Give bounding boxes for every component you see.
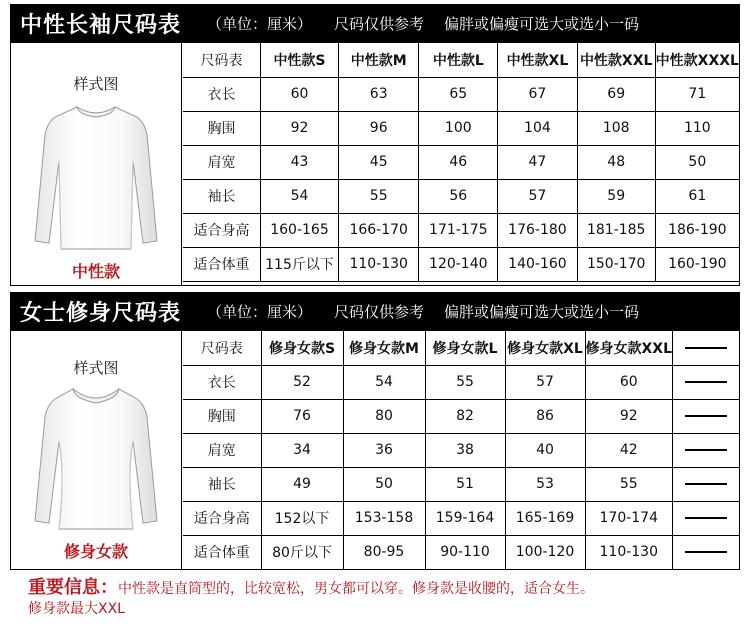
table-cell: 51 bbox=[425, 467, 505, 501]
unisex-style-column bbox=[11, 43, 182, 285]
empty-cell bbox=[673, 365, 739, 399]
table-cell: 71 bbox=[655, 77, 739, 111]
unisex-header-cell: 中性款S bbox=[261, 43, 339, 77]
table-cell: 176-180 bbox=[498, 213, 578, 247]
table-row bbox=[183, 247, 739, 281]
table-row bbox=[183, 535, 739, 569]
table-cell: 38 bbox=[425, 433, 505, 467]
table-cell: 52 bbox=[261, 365, 343, 399]
table-cell: 120-140 bbox=[419, 247, 498, 281]
table-cell: 61 bbox=[655, 179, 739, 213]
table-row bbox=[183, 77, 739, 111]
table-cell: 57 bbox=[505, 365, 585, 399]
table-cell: 140-160 bbox=[498, 247, 578, 281]
empty-cell bbox=[673, 433, 739, 467]
table-cell: 54 bbox=[343, 365, 425, 399]
table-cell: 57 bbox=[498, 179, 578, 213]
table-row bbox=[183, 467, 739, 501]
row-label: 袖长 bbox=[183, 179, 261, 213]
table-cell: 100-120 bbox=[505, 535, 585, 569]
important-note bbox=[28, 578, 740, 619]
table-cell: 46 bbox=[419, 145, 498, 179]
table-cell: 152以下 bbox=[261, 501, 343, 535]
table-cell: 115斤以下 bbox=[261, 247, 339, 281]
table-cell: 55 bbox=[338, 179, 419, 213]
row-label: 适合身高 bbox=[183, 213, 261, 247]
dash-placeholder bbox=[685, 551, 727, 553]
empty-cell bbox=[673, 535, 739, 569]
table-row bbox=[183, 179, 739, 213]
table-cell: 50 bbox=[343, 467, 425, 501]
table-cell: 43 bbox=[261, 145, 339, 179]
table-cell: 34 bbox=[261, 433, 343, 467]
unisex-advice: 偏胖或偏瘦可选大或选小一码 bbox=[444, 14, 640, 33]
dash-placeholder bbox=[685, 483, 727, 485]
women-header-cell: 尺码表 bbox=[183, 331, 261, 365]
empty-cell bbox=[673, 399, 739, 433]
row-label: 胸围 bbox=[183, 399, 261, 433]
table-cell: 69 bbox=[577, 77, 655, 111]
women-header-cell: 修身女款XXL bbox=[585, 331, 673, 365]
table-cell: 153-158 bbox=[343, 501, 425, 535]
table-cell: 159-164 bbox=[425, 501, 505, 535]
table-cell: 42 bbox=[585, 433, 673, 467]
table-cell: 108 bbox=[577, 111, 655, 145]
row-label: 肩宽 bbox=[183, 433, 261, 467]
table-row bbox=[183, 433, 739, 467]
table-cell: 181-185 bbox=[577, 213, 655, 247]
row-label: 适合体重 bbox=[183, 247, 261, 281]
unisex-header-cell: 尺码表 bbox=[183, 43, 261, 77]
table-cell: 48 bbox=[577, 145, 655, 179]
table-cell: 80斤以下 bbox=[261, 535, 343, 569]
table-cell: 92 bbox=[585, 399, 673, 433]
dash-placeholder bbox=[685, 449, 727, 451]
unisex-header-cell: 中性款XXXL bbox=[655, 43, 739, 77]
empty-cell bbox=[673, 501, 739, 535]
row-label: 衣长 bbox=[183, 77, 261, 111]
table-cell: 47 bbox=[498, 145, 578, 179]
table-row bbox=[183, 213, 739, 247]
table-cell: 54 bbox=[261, 179, 339, 213]
table-cell: 82 bbox=[425, 399, 505, 433]
women-unit: （单位：厘米） bbox=[207, 302, 313, 321]
women-header-cell: 修身女款S bbox=[261, 331, 343, 365]
table-cell: 49 bbox=[261, 467, 343, 501]
table-cell: 59 bbox=[577, 179, 655, 213]
table-cell: 55 bbox=[585, 467, 673, 501]
table-cell: 92 bbox=[261, 111, 339, 145]
table-cell: 67 bbox=[498, 77, 578, 111]
table-cell: 80 bbox=[343, 399, 425, 433]
unisex-header bbox=[10, 4, 740, 42]
table-cell: 165-169 bbox=[505, 501, 585, 535]
unisex-style-label: 样式图 bbox=[73, 75, 119, 93]
table-row bbox=[183, 111, 739, 145]
table-cell: 50 bbox=[655, 145, 739, 179]
table-cell: 86 bbox=[505, 399, 585, 433]
table-cell: 170-174 bbox=[585, 501, 673, 535]
table-cell: 90-110 bbox=[425, 535, 505, 569]
unisex-style-name: 中性款 bbox=[71, 262, 120, 281]
table-cell: 96 bbox=[338, 111, 419, 145]
table-cell: 60 bbox=[261, 77, 339, 111]
table-cell: 40 bbox=[505, 433, 585, 467]
table-cell: 56 bbox=[419, 179, 498, 213]
women-header-cell: 修身女款M bbox=[343, 331, 425, 365]
note-lead: 重要信息： bbox=[28, 577, 118, 598]
unisex-title: 中性长袖尺码表 bbox=[20, 12, 182, 38]
table-cell: 186-190 bbox=[655, 213, 739, 247]
women-style-name: 修身女款 bbox=[63, 542, 128, 561]
unisex-unit: （单位：厘米） bbox=[207, 14, 313, 33]
unisex-header-cell: 中性款L bbox=[419, 43, 498, 77]
women-header-cell: 修身女款L bbox=[425, 331, 505, 365]
unisex-header-row bbox=[183, 43, 739, 77]
table-cell: 36 bbox=[343, 433, 425, 467]
unisex-header-cell: 中性款XL bbox=[498, 43, 578, 77]
women-header-cell: 修身女款XL bbox=[505, 331, 585, 365]
table-cell: 53 bbox=[505, 467, 585, 501]
note-text-2: 修身款最大XXL bbox=[28, 601, 125, 617]
empty-cell bbox=[673, 331, 739, 365]
table-cell: 80-95 bbox=[343, 535, 425, 569]
table-cell: 110-130 bbox=[338, 247, 419, 281]
unisex-ref: 尺码仅供参考 bbox=[334, 14, 425, 33]
table-cell: 45 bbox=[338, 145, 419, 179]
unisex-shirt-image bbox=[33, 101, 159, 253]
note-text: 中性款是直筒型的，比较宽松，男女都可以穿。修身款是收腰的，适合女生。 bbox=[118, 581, 594, 597]
dash-placeholder bbox=[685, 347, 727, 349]
table-cell: 76 bbox=[261, 399, 343, 433]
dash-placeholder bbox=[685, 517, 727, 519]
row-label: 胸围 bbox=[183, 111, 261, 145]
table-cell: 160-190 bbox=[655, 247, 739, 281]
unisex-header-cell: 中性款XXL bbox=[577, 43, 655, 77]
row-label: 袖长 bbox=[183, 467, 261, 501]
table-cell: 110-130 bbox=[585, 535, 673, 569]
table-cell: 63 bbox=[338, 77, 419, 111]
row-label: 肩宽 bbox=[183, 145, 261, 179]
women-header-row bbox=[183, 331, 739, 365]
table-cell: 171-175 bbox=[419, 213, 498, 247]
table-row bbox=[183, 399, 739, 433]
table-cell: 104 bbox=[498, 111, 578, 145]
unisex-panel bbox=[10, 42, 740, 286]
women-advice: 偏胖或偏瘦可选大或选小一码 bbox=[444, 302, 640, 321]
women-title: 女士修身尺码表 bbox=[20, 300, 182, 326]
table-cell: 166-170 bbox=[338, 213, 419, 247]
dash-placeholder bbox=[685, 415, 727, 417]
women-header bbox=[10, 292, 740, 330]
table-row bbox=[183, 145, 739, 179]
empty-cell bbox=[673, 467, 739, 501]
table-row bbox=[183, 365, 739, 399]
table-cell: 100 bbox=[419, 111, 498, 145]
table-cell: 60 bbox=[585, 365, 673, 399]
row-label: 适合身高 bbox=[183, 501, 261, 535]
unisex-header-cell: 中性款M bbox=[338, 43, 419, 77]
row-label: 适合体重 bbox=[183, 535, 261, 569]
women-shirt-image bbox=[33, 383, 159, 533]
women-style-label: 样式图 bbox=[73, 359, 119, 377]
table-cell: 150-170 bbox=[577, 247, 655, 281]
dash-placeholder bbox=[685, 381, 727, 383]
unisex-size-table bbox=[183, 43, 739, 282]
table-cell: 110 bbox=[655, 111, 739, 145]
women-style-column bbox=[11, 331, 182, 569]
women-size-table bbox=[183, 331, 739, 570]
table-row bbox=[183, 501, 739, 535]
table-cell: 65 bbox=[419, 77, 498, 111]
women-ref: 尺码仅供参考 bbox=[334, 302, 425, 321]
table-cell: 55 bbox=[425, 365, 505, 399]
row-label: 衣长 bbox=[183, 365, 261, 399]
table-cell: 160-165 bbox=[261, 213, 339, 247]
women-panel bbox=[10, 330, 740, 570]
